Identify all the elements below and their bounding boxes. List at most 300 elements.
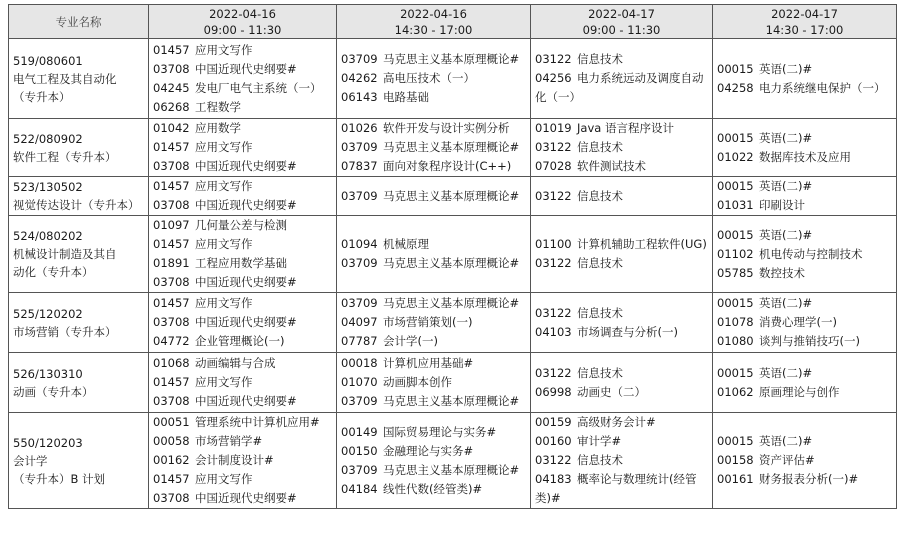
- session-cell: [337, 293, 531, 353]
- course-name: 金融理论与实务#: [383, 443, 474, 458]
- session-cell: [149, 293, 337, 353]
- course-code: 01457: [153, 179, 190, 193]
- session-cell: [337, 413, 531, 509]
- course-code: 00015: [717, 296, 754, 310]
- course-entry: [153, 216, 332, 235]
- course-code: 03709: [341, 188, 378, 203]
- course-name: 审计学#: [577, 434, 622, 448]
- course-name: 中国近现代史纲要#: [195, 275, 297, 289]
- major-name-line: 机械设计制造及其自: [13, 247, 117, 261]
- course-entry: [153, 41, 332, 60]
- course-code: 01457: [153, 237, 190, 251]
- course-entry: [153, 413, 332, 432]
- course-code: 06998: [535, 384, 572, 399]
- table-row: [9, 413, 897, 509]
- course-code: 03708: [153, 394, 190, 408]
- course-entry: [153, 235, 332, 254]
- session-cell: [149, 353, 337, 413]
- course-name: 信息技术: [577, 305, 623, 320]
- course-entry: [717, 313, 892, 332]
- session-cell: [531, 119, 713, 177]
- course-code: 04183: [535, 472, 572, 486]
- course-name: 软件开发与设计实例分析: [383, 121, 510, 135]
- session-cell: [337, 353, 531, 413]
- session-cell: [531, 353, 713, 413]
- course-entry: [535, 323, 708, 342]
- course-code: 03122: [535, 256, 572, 270]
- course-code: 00015: [717, 365, 754, 380]
- course-code: 03708: [153, 491, 190, 505]
- course-name: 信息技术: [577, 52, 623, 66]
- course-name: 工程应用数学基础: [195, 256, 287, 270]
- course-code: 01022: [717, 149, 754, 164]
- course-entry: [717, 79, 892, 98]
- major-name-line: 会计学: [13, 453, 48, 468]
- course-entry: [535, 69, 708, 107]
- session-date: 2022-04-17: [588, 6, 655, 21]
- course-entry: [717, 226, 892, 245]
- course-code: 04097: [341, 315, 378, 329]
- course-entry: [341, 392, 526, 411]
- course-entry: [535, 432, 708, 451]
- course-entry: [717, 129, 892, 148]
- course-name: 电路基础: [383, 90, 429, 104]
- course-name: 英语(二)#: [759, 296, 813, 310]
- course-code: 01070: [341, 375, 378, 389]
- major-name-line: 525/120202: [13, 306, 83, 321]
- session-cell: [531, 293, 713, 353]
- course-code: 07787: [341, 334, 378, 348]
- course-code: 03122: [535, 140, 572, 154]
- course-name: 电力系统继电保护（一）: [759, 80, 886, 95]
- session-cell: [713, 39, 897, 119]
- course-name: 市场营销学#: [195, 434, 263, 448]
- course-entry: [341, 187, 526, 206]
- course-entry: [341, 157, 526, 176]
- major-name-line: 519/080601: [13, 53, 83, 68]
- course-code: 07028: [535, 159, 572, 173]
- course-name: 应用文写作: [195, 140, 253, 154]
- course-code: 00159: [535, 415, 572, 429]
- course-code: 01457: [153, 140, 190, 154]
- course-name: 动画史（二）: [577, 384, 646, 399]
- session-date: 2022-04-17: [771, 6, 838, 21]
- course-name: 国际贸易理论与实务#: [383, 424, 497, 439]
- course-code: 04184: [341, 481, 378, 496]
- major-cell: [9, 216, 149, 293]
- course-name: Java 语言程序设计: [577, 121, 674, 135]
- session-date: 2022-04-16: [400, 6, 467, 21]
- session-cell: [713, 413, 897, 509]
- session-cell: [531, 216, 713, 293]
- course-name: 信息技术: [577, 188, 623, 203]
- course-name: 机电传动与控制技术: [759, 246, 863, 261]
- session-time: 14:30 - 17:00: [765, 22, 844, 37]
- course-entry: [717, 332, 892, 351]
- course-name: 马克思主义基本原理概论#: [383, 52, 520, 66]
- course-name: 管理系统中计算机应用#: [195, 415, 320, 429]
- course-name: 应用文写作: [195, 472, 253, 486]
- course-entry: [341, 88, 526, 107]
- course-entry: [153, 273, 332, 292]
- table-row: [9, 216, 897, 293]
- course-code: 03122: [535, 188, 572, 203]
- course-name: 概率论与数理统计(经管类)#: [535, 472, 697, 505]
- major-name-line: 524/080202: [13, 229, 83, 243]
- major-name-line: 动化（专升本）: [13, 265, 94, 279]
- course-name: 应用文写作: [195, 42, 253, 57]
- course-entry: [341, 254, 526, 273]
- major-cell: [9, 39, 149, 119]
- course-name: 市场营销策划(一): [383, 315, 473, 329]
- course-code: 01097: [153, 218, 190, 232]
- course-entry: [153, 294, 332, 313]
- course-code: 06268: [153, 99, 190, 114]
- course-name: 高级财务会计#: [577, 415, 656, 429]
- course-code: 04772: [153, 334, 190, 348]
- course-name: 信息技术: [577, 140, 623, 154]
- course-name: 市场调查与分析(一): [577, 324, 678, 339]
- course-name: 信息技术: [577, 365, 623, 380]
- course-entry: [341, 294, 526, 313]
- session-time: 14:30 - 17:00: [394, 22, 473, 37]
- course-name: 应用数学: [195, 121, 241, 135]
- course-name: 计算机辅助工程软件(UG): [577, 237, 707, 251]
- exam-schedule-table: [8, 4, 897, 509]
- session-cell: [531, 177, 713, 216]
- session-cell: [713, 216, 897, 293]
- course-code: 03709: [341, 256, 378, 270]
- course-code: 04103: [535, 324, 572, 339]
- course-code: 00015: [717, 227, 754, 242]
- course-entry: [535, 413, 708, 432]
- course-name: 机械原理: [383, 237, 429, 251]
- course-code: 01042: [153, 121, 190, 135]
- course-entry: [153, 432, 332, 451]
- course-entry: [717, 383, 892, 402]
- table-row: [9, 39, 897, 119]
- course-name: 软件测试技术: [577, 159, 646, 173]
- course-entry: [535, 119, 708, 138]
- course-code: 00015: [717, 130, 754, 145]
- course-name: 马克思主义基本原理概论#: [383, 462, 520, 477]
- course-entry: [341, 354, 526, 373]
- course-code: 05785: [717, 265, 754, 280]
- course-name: 信息技术: [577, 453, 623, 467]
- session-cell: [713, 177, 897, 216]
- course-entry: [341, 332, 526, 351]
- course-name: 动画脚本创作: [383, 375, 452, 389]
- course-name: 高电压技术（一）: [383, 71, 475, 85]
- course-code: 06143: [341, 90, 378, 104]
- course-code: 04258: [717, 80, 754, 95]
- course-entry: [341, 235, 526, 254]
- course-name: 马克思主义基本原理概论#: [383, 256, 520, 270]
- course-entry: [153, 392, 332, 411]
- course-name: 计算机应用基础#: [383, 356, 474, 370]
- session-cell: [149, 413, 337, 509]
- course-code: 03709: [341, 394, 378, 408]
- course-code: 00015: [717, 61, 754, 76]
- course-code: 01068: [153, 356, 190, 370]
- course-code: 00018: [341, 356, 378, 370]
- major-cell: [9, 293, 149, 353]
- course-name: 马克思主义基本原理概论#: [383, 188, 520, 203]
- session-cell: [337, 119, 531, 177]
- course-entry: [153, 489, 332, 508]
- session-header-1: [149, 5, 337, 39]
- course-name: 面向对象程序设计(C++): [383, 159, 512, 173]
- course-code: 01031: [717, 198, 754, 212]
- course-name: 英语(二)#: [759, 61, 813, 76]
- course-code: 04262: [341, 71, 378, 85]
- course-entry: [717, 245, 892, 264]
- course-entry: [717, 148, 892, 167]
- course-code: 01094: [341, 237, 378, 251]
- course-entry: [341, 69, 526, 88]
- major-name-line: 动画（专升本）: [13, 384, 94, 399]
- course-name: 动画编辑与合成: [195, 356, 276, 370]
- course-code: 03708: [153, 159, 190, 173]
- course-name: 应用文写作: [195, 179, 253, 193]
- course-code: 00162: [153, 453, 190, 467]
- course-code: 01457: [153, 375, 190, 389]
- course-name: 会计制度设计#: [195, 453, 274, 467]
- major-cell: [9, 353, 149, 413]
- session-cell: [149, 177, 337, 216]
- course-name: 中国近现代史纲要#: [195, 315, 297, 329]
- course-entry: [717, 60, 892, 79]
- major-name-line: 550/120203: [13, 435, 83, 450]
- session-cell: [713, 293, 897, 353]
- session-date: 2022-04-16: [209, 6, 276, 21]
- course-name: 信息技术: [577, 256, 623, 270]
- course-code: 03122: [535, 52, 572, 66]
- course-entry: [341, 313, 526, 332]
- course-code: 01457: [153, 42, 190, 57]
- course-entry: [341, 119, 526, 138]
- course-entry: [717, 264, 892, 283]
- major-name-line: 视觉传达设计（专升本）: [13, 198, 140, 212]
- course-code: 00161: [717, 472, 754, 486]
- session-time: 09:00 - 11:30: [582, 22, 661, 37]
- course-code: 01062: [717, 384, 754, 399]
- course-entry: [153, 119, 332, 138]
- table-row: [9, 177, 897, 216]
- course-name: 印刷设计: [759, 198, 805, 212]
- major-name-line: （专升本）: [13, 89, 71, 104]
- major-name-line: 523/130502: [13, 180, 83, 194]
- major-name-line: 电气工程及其自动化: [13, 71, 117, 86]
- session-cell: [337, 216, 531, 293]
- course-name: 中国近现代史纲要#: [195, 159, 297, 173]
- session-cell: [149, 39, 337, 119]
- course-entry: [717, 196, 892, 215]
- course-code: 01891: [153, 256, 190, 270]
- course-name: 企业管理概论(一): [195, 334, 285, 348]
- course-name: 谈判与推销技巧(一): [759, 334, 860, 348]
- course-name: 数控技术: [759, 265, 805, 280]
- course-entry: [153, 354, 332, 373]
- course-entry: [153, 98, 332, 117]
- major-cell: [9, 413, 149, 509]
- major-name-line: （专升本）B 计划: [13, 471, 106, 486]
- course-entry: [153, 254, 332, 273]
- course-code: 04245: [153, 80, 190, 95]
- course-code: 00051: [153, 415, 190, 429]
- course-name: 英语(二)#: [759, 365, 813, 380]
- course-name: 电力系统远动及调度自动化（一）: [535, 71, 704, 104]
- course-code: 01026: [341, 121, 378, 135]
- course-code: 07837: [341, 159, 378, 173]
- course-code: 00058: [153, 434, 190, 448]
- course-code: 00015: [717, 434, 754, 448]
- course-name: 英语(二)#: [759, 434, 813, 448]
- course-code: 03709: [341, 462, 378, 477]
- course-name: 马克思主义基本原理概论#: [383, 140, 520, 154]
- course-entry: [341, 461, 526, 480]
- course-entry: [153, 470, 332, 489]
- session-cell: [337, 39, 531, 119]
- course-entry: [153, 332, 332, 351]
- course-entry: [535, 451, 708, 470]
- course-name: 几何量公差与检测: [195, 218, 287, 232]
- course-code: 03708: [153, 198, 190, 212]
- course-name: 中国近现代史纲要#: [195, 394, 297, 408]
- course-entry: [153, 177, 332, 196]
- course-entry: [153, 313, 332, 332]
- course-entry: [341, 442, 526, 461]
- session-cell: [713, 119, 897, 177]
- course-code: 03709: [341, 140, 378, 154]
- course-name: 英语(二)#: [759, 130, 813, 145]
- course-code: 01100: [535, 237, 572, 251]
- header-row: [9, 5, 897, 39]
- course-code: 01457: [153, 472, 190, 486]
- course-code: 03122: [535, 365, 572, 380]
- course-entry: [153, 79, 332, 98]
- course-entry: [535, 254, 708, 273]
- course-entry: [717, 364, 892, 383]
- course-name: 中国近现代史纲要#: [195, 491, 297, 505]
- course-code: 00150: [341, 443, 378, 458]
- table-row: [9, 353, 897, 413]
- session-cell: [337, 177, 531, 216]
- course-entry: [717, 177, 892, 196]
- course-entry: [153, 157, 332, 176]
- course-entry: [535, 138, 708, 157]
- course-name: 线性代数(经管类)#: [383, 481, 483, 496]
- course-name: 马克思主义基本原理概论#: [383, 296, 520, 310]
- course-entry: [535, 304, 708, 323]
- major-cell: [9, 119, 149, 177]
- table-row: [9, 119, 897, 177]
- session-header-3: [531, 5, 713, 39]
- course-entry: [535, 470, 708, 508]
- major-name-line: 526/130310: [13, 366, 83, 381]
- course-entry: [535, 50, 708, 69]
- session-cell: [713, 353, 897, 413]
- course-entry: [535, 187, 708, 206]
- course-name: 工程数学: [195, 99, 241, 114]
- course-name: 马克思主义基本原理概论#: [383, 394, 520, 408]
- course-code: 00158: [717, 453, 754, 467]
- major-name-line: 市场营销（专升本）: [13, 324, 117, 339]
- course-entry: [153, 196, 332, 215]
- course-code: 04256: [535, 71, 572, 85]
- course-name: 英语(二)#: [759, 179, 813, 193]
- course-entry: [535, 383, 708, 402]
- course-name: 发电厂电气主系统（一）: [195, 80, 322, 95]
- course-code: 00015: [717, 179, 754, 193]
- course-entry: [153, 60, 332, 79]
- session-header-2: [337, 5, 531, 39]
- course-entry: [341, 373, 526, 392]
- course-name: 原画理论与创作: [759, 384, 840, 399]
- course-code: 01457: [153, 296, 190, 310]
- major-name-line: 软件工程（专升本）: [13, 149, 117, 164]
- course-name: 中国近现代史纲要#: [195, 61, 297, 76]
- course-entry: [535, 157, 708, 176]
- course-code: 01080: [717, 334, 754, 348]
- course-code: 01078: [717, 315, 754, 329]
- course-entry: [717, 451, 892, 470]
- session-header-4: [713, 5, 897, 39]
- course-code: 03709: [341, 296, 378, 310]
- course-name: 应用文写作: [195, 375, 253, 389]
- course-name: 数据库技术及应用: [759, 149, 851, 164]
- course-entry: [717, 294, 892, 313]
- session-cell: [149, 119, 337, 177]
- course-code: 03708: [153, 61, 190, 76]
- course-name: 英语(二)#: [759, 227, 813, 242]
- course-entry: [535, 364, 708, 383]
- course-code: 03122: [535, 305, 572, 320]
- course-code: 03709: [341, 52, 378, 66]
- course-entry: [153, 451, 332, 470]
- course-code: 03708: [153, 275, 190, 289]
- course-name: 中国近现代史纲要#: [195, 198, 297, 212]
- course-code: 00149: [341, 424, 378, 439]
- course-code: 01102: [717, 246, 754, 261]
- course-entry: [535, 235, 708, 254]
- course-code: 00160: [535, 434, 572, 448]
- course-name: 应用文写作: [195, 237, 253, 251]
- major-cell: [9, 177, 149, 216]
- course-code: 03122: [535, 453, 572, 467]
- session-cell: [531, 413, 713, 509]
- table-row: [9, 293, 897, 353]
- course-entry: [153, 373, 332, 392]
- course-code: 03708: [153, 315, 190, 329]
- course-name: 资产评估#: [759, 453, 815, 467]
- course-entry: [341, 423, 526, 442]
- course-name: 消费心理学(一): [759, 315, 837, 329]
- course-entry: [341, 50, 526, 69]
- course-entry: [341, 480, 526, 499]
- session-time: 09:00 - 11:30: [203, 22, 282, 37]
- course-entry: [717, 470, 892, 489]
- session-cell: [149, 216, 337, 293]
- course-entry: [341, 138, 526, 157]
- major-name-line: 522/080902: [13, 131, 83, 146]
- course-name: 财务报表分析(一)#: [759, 472, 859, 486]
- major-column-header: 专业名称: [9, 5, 149, 39]
- course-name: 会计学(一): [383, 334, 438, 348]
- course-entry: [153, 138, 332, 157]
- course-code: 01019: [535, 121, 572, 135]
- course-name: 应用文写作: [195, 296, 253, 310]
